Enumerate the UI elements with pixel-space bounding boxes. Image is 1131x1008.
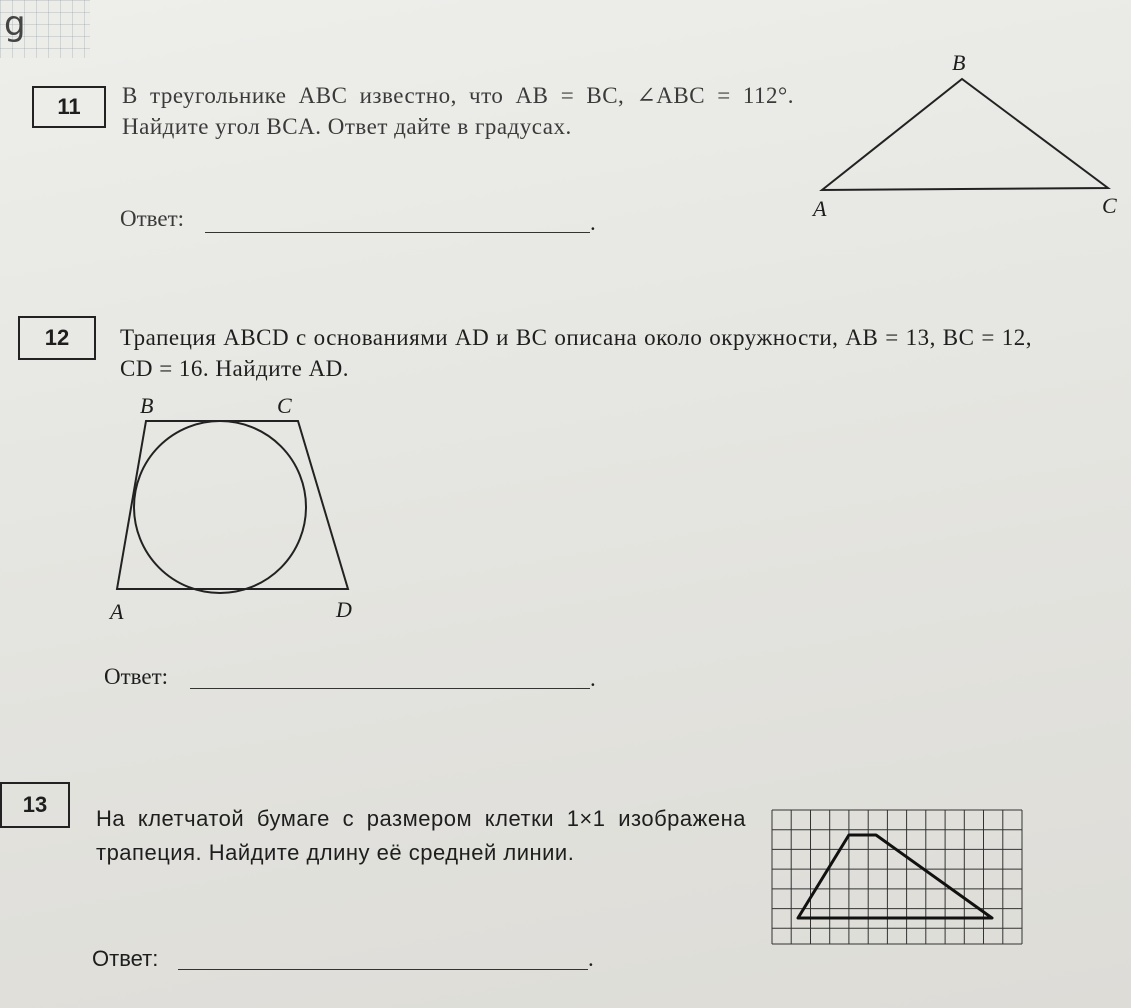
grid-paper-corner [0,0,90,58]
vertex-label-d: D [336,597,352,622]
vertex-label-b: B [140,393,154,418]
trapezoid-abcd [117,421,348,589]
vertex-label-a: A [110,599,124,624]
inscribed-circle [134,421,306,593]
problem-12-trapezoid-figure [110,415,355,595]
problem-13-answer-field[interactable] [178,969,588,970]
problem-12-answer-dot: . [590,666,596,691]
problem-11-answer-label: Ответ: [120,206,185,231]
grid-lines [772,810,1022,944]
vertex-label-b: B [952,50,966,75]
problem-12-answer-field[interactable] [190,688,590,689]
problem-13-text: На клетчатой бумаге с размером клетки 1×1 изображена трапеция. Найдите длину её средней линии. [96,806,746,865]
problem-13-answer-label: Ответ: [92,946,159,971]
problem-12-answer-label: Ответ: [104,664,169,689]
triangle-abc [822,79,1108,190]
grid-trapezoid [798,835,992,918]
vertex-label-c: C [1102,193,1117,218]
problem-11-text: В треугольнике ABC известно, что AB = BC, ∠ABC = 112°. Найдите угол BCA. Ответ дайте в градусах. [122,83,794,139]
problem-13-number: 13 [0,782,70,828]
vertex-label-a: A [813,196,827,221]
problem-13-grid-figure [768,806,1028,948]
problem-11-number: 11 [32,86,106,128]
problem-13-answer-dot: . [588,946,594,971]
problem-11-answer-field[interactable] [205,232,590,233]
problem-12-text: Трапеция ABCD с основаниями AD и BC описана около окружности, AB = 13, BC = 12, CD = 16. Найдите AD. [120,325,1032,381]
problem-12-number: 12 [18,316,96,360]
problem-11-triangle-figure [810,70,1120,205]
vertex-label-c: C [277,393,292,418]
corner-handwritten-mark: g [4,4,26,44]
problem-11-answer-dot: . [590,210,596,235]
